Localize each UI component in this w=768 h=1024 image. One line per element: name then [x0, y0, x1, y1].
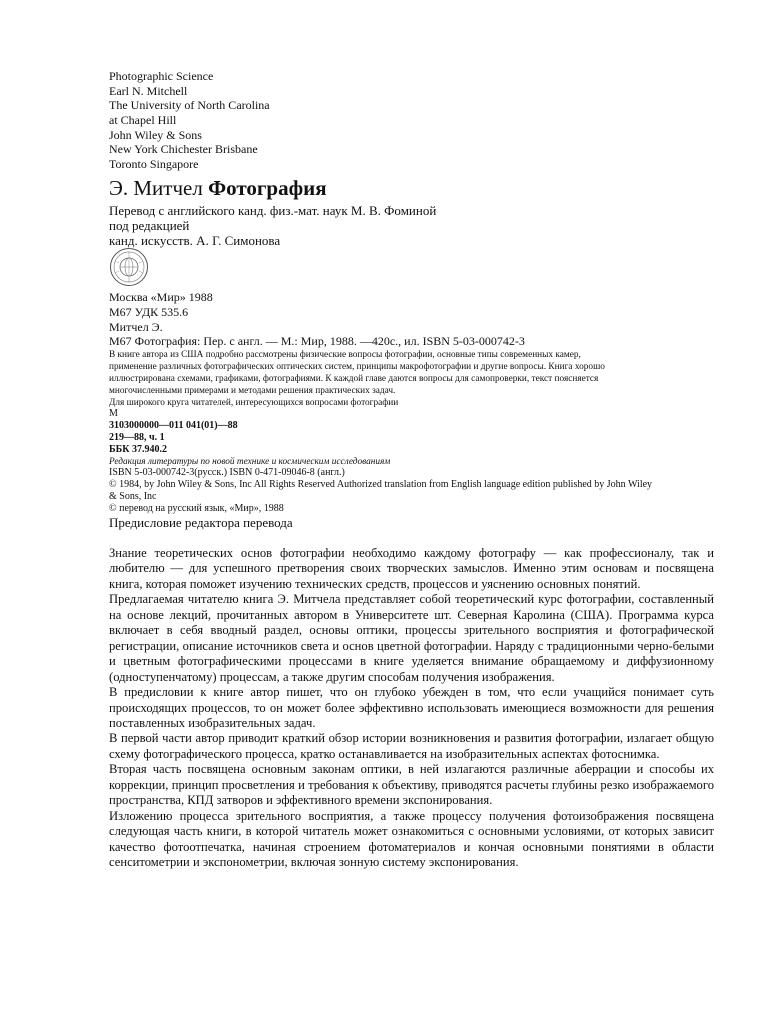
publisher-emblem-icon [109, 247, 149, 287]
imprint-code-2: 219—88, ч. 1 [109, 432, 165, 443]
imprint-bibliographic: М67 Фотография: Пер. с англ. — М.: Мир, 1988. —420с., ил. ISBN 5-03-000742-3 [109, 334, 525, 348]
preface-paragraph: Вторая часть посвящена основным законам оптики, в ней излагаются различные аберрации и способы их коррекции, принцип просветления и требования к объективу, приводятся расчеты глубины резко изображаемого пространства, КПД затворов и эффективного времени экспонирования. [109, 762, 714, 808]
imprint-author-entry: Митчел Э. [109, 320, 163, 334]
copyright-translation: © перевод на русский язык, «Мир», 1988 [109, 503, 284, 514]
imprint-audience: Для широкого круга читателей, интересующихся вопросами фотографии [109, 398, 399, 408]
preface-body [109, 546, 714, 871]
annotation-line: многочисленными примерами и методами решения практических задач. [109, 386, 396, 396]
preface-paragraph: Предлагаемая читателю книга Э. Митчела представляет собой теоретический курс фотографии, составленный на основе лекций, прочитанных автором в Университете шт. Северная Каролина (США). Программа курса включает в себя вводный раздел, основы оптики, процессы зрительного восприятия и фотографической регистрации, описание источников света и основ цветной фотографии. Наряду с традиционными черно-белыми и цветным фотографическими процессами в книге уделяется внимание обращаемому и диффузионному (одноступенчатому) процессам, а также другим способам получения изображения. [109, 592, 714, 684]
imprint-bbk: ББК 37.940.2 [109, 444, 167, 455]
book-title-line [109, 176, 327, 200]
original-author: Earl N. Mitchell [109, 84, 188, 98]
original-publisher: John Wiley & Sons [109, 128, 202, 142]
preface-paragraph: Изложению процесса зрительного восприятия, а также процессу получения фотоизображения посвящена следующая часть книги, в которой читатель может ознакомиться с основными условиями, от которых зависит качество фотоотпечатка, начиная строением фотоматериалов и кончая основными понятиями в области сенситометрии и экспонометрии, включая зонную систему экспонирования. [109, 808, 714, 870]
imprint-letter: М [109, 408, 118, 419]
editor-credit: под редакцией [109, 218, 190, 233]
annotation-line: применение различных фотографических оптических систем, принципы макрофотографии и другие вопросы. Книга хорошо [109, 362, 605, 372]
preface-heading: Предисловие редактора перевода [109, 515, 293, 530]
imprint-code: 3103000000—011 041(01)—88 [109, 420, 238, 431]
original-cities: New York Chichester Brisbane [109, 142, 258, 156]
original-title: Photographic Science [109, 69, 214, 83]
preface-paragraph: Знание теоретических основ фотографии необходимо каждому фотографу — как профессионалу, так и любителю — для успешного претворения своих творческих замыслов. Именно этим основам и посвящена книга, которая поможет изучению технических средств, процессов и уяснению основных понятий. [109, 546, 714, 591]
book-author: Э. Митчел [109, 176, 203, 200]
preface-paragraph: В первой части автор приводит краткий обзор истории возникновения и развития фотографии, излагает общую схему фотографического процесса, кратко останавливается на изобразительных аспектах фотоснимка. [109, 731, 714, 761]
original-affiliation-location: at Chapel Hill [109, 113, 177, 127]
annotation-line: иллюстрирована схемами, графиками, фотографиями. К каждой главе даются вопросы для самопроверки, текст поясняется [109, 374, 599, 384]
copyright-line: © 1984, by John Wiley & Sons, Inc All Rights Reserved Authorized translation from English language edition published by John Wiley [109, 479, 653, 490]
preface-paragraph: В предисловии к книге автор пишет, что он глубоко убежден в том, что если учащийся понимает суть происходящих процессов, то он может более эффективно использовать имеющиеся возможности для решения поставленных изобразительных задач. [109, 685, 714, 730]
imprint-series: Редакция литературы по новой технике и космическим исследованиям [109, 457, 391, 467]
original-affiliation: The University of North Carolina [109, 98, 270, 112]
imprint-isbn: ISBN 5-03-000742-3(русск.) ISBN 0-471-09046-8 (англ.) [109, 467, 345, 478]
original-cities-2: Toronto Singapore [109, 157, 199, 171]
copyright-line-2: & Sons, Inc [109, 491, 157, 502]
translation-credit: Перевод с английского канд. физ.-мат. наук М. В. Фоминой [109, 203, 437, 218]
book-title: Фотография [208, 176, 327, 200]
imprint-udc: М67 УДК 535.6 [109, 305, 189, 319]
editor-name: канд. искусств. А. Г. Симонова [109, 233, 281, 248]
annotation-line: В книге автора из США подробно рассмотрены физические вопросы фотографии, основные типы современных камер, [109, 350, 581, 360]
imprint-place: Москва «Мир» 1988 [109, 290, 213, 304]
